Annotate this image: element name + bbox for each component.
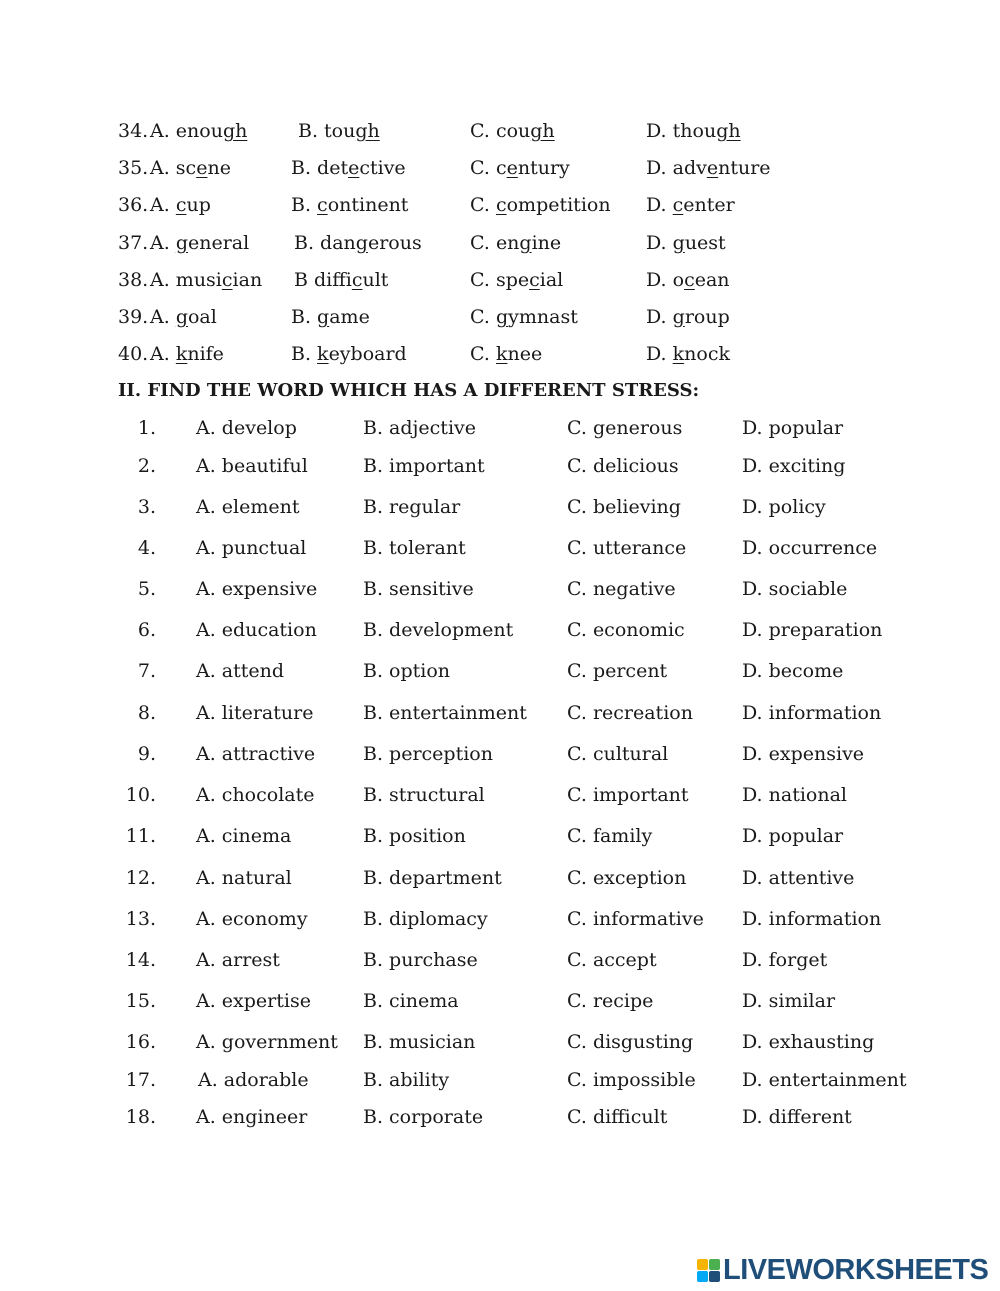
option-a: [150, 304, 217, 330]
option-d: [646, 304, 730, 330]
option-a: [150, 118, 247, 144]
option-text-pre: B diffi: [294, 269, 352, 291]
option-text-pre: C. cou: [470, 120, 531, 142]
option-d: [646, 192, 735, 218]
option-d: [646, 230, 726, 256]
option-text-post: ult: [362, 269, 389, 291]
option-c: [470, 304, 578, 330]
option-c: C. negative: [567, 578, 676, 600]
option-a: A. adorable: [198, 1069, 309, 1091]
option-text-post: nock: [684, 343, 730, 365]
underlined-letters: k: [317, 343, 329, 365]
option-text-pre: C.: [470, 306, 496, 328]
option-text-post: eyboard: [328, 343, 407, 365]
underlined-letters: e: [196, 157, 208, 179]
option-a: A. chocolate: [196, 784, 315, 806]
underlined-letters: c: [684, 269, 695, 291]
option-d: [646, 341, 730, 367]
underlined-letters: e: [348, 157, 360, 179]
question-number: 10.: [125, 784, 156, 806]
option-b: [291, 155, 406, 181]
option-text-post: nee: [507, 343, 543, 365]
question-number: 12.: [125, 867, 156, 889]
option-b: B. tolerant: [363, 537, 466, 559]
option-b: B. department: [363, 867, 502, 889]
option-a: A. expertise: [196, 990, 311, 1012]
logo-square-3: [697, 1271, 708, 1282]
option-text-pre: D. adv: [646, 157, 707, 179]
option-text-pre: C.: [470, 194, 496, 216]
option-text-pre: D.: [646, 232, 673, 254]
option-d: D. information: [742, 908, 882, 930]
option-text-pre: A.: [150, 194, 176, 216]
question-number: 3.: [137, 496, 156, 518]
option-text-post: erous: [367, 232, 422, 254]
option-text-post: enter: [683, 194, 735, 216]
question-number: 38.: [118, 269, 149, 291]
option-b: B. option: [363, 660, 451, 682]
option-a: A. cinema: [196, 825, 292, 847]
option-c: C. percent: [567, 660, 668, 682]
option-text-pre: B.: [291, 194, 318, 216]
option-text-post: ontinent: [327, 194, 409, 216]
option-c: C. impossible: [567, 1069, 696, 1091]
option-text-pre: B. tou: [298, 120, 356, 142]
option-b: B. musician: [363, 1031, 476, 1053]
option-b: B. important: [363, 455, 485, 477]
option-d: D. occurrence: [742, 537, 878, 559]
option-text-pre: B.: [291, 306, 318, 328]
option-d: D. similar: [742, 990, 836, 1012]
option-text-post: oal: [187, 306, 217, 328]
option-c: C. family: [567, 825, 653, 847]
underlined-letters: g: [175, 232, 188, 254]
option-text-post: ne: [207, 157, 231, 179]
option-a: [150, 341, 224, 367]
option-a: A. punctual: [196, 537, 307, 559]
option-d: D. exhausting: [742, 1031, 875, 1053]
question-number: 4.: [137, 537, 156, 559]
option-d: D. become: [742, 660, 844, 682]
option-text-pre: B.: [291, 343, 318, 365]
option-c: [470, 155, 570, 181]
option-c: C. informative: [567, 908, 704, 930]
option-b: [291, 341, 407, 367]
option-d: D. national: [742, 784, 847, 806]
option-a: [150, 267, 262, 293]
option-a: A. arrest: [196, 949, 280, 971]
option-text-pre: C.: [470, 343, 496, 365]
option-c: C. economic: [567, 619, 685, 641]
option-d: D. forget: [742, 949, 828, 971]
option-text-pre: D. thou: [646, 120, 717, 142]
option-b: B. cinema: [363, 990, 459, 1012]
option-text-pre: A.: [150, 343, 176, 365]
option-d: D. attentive: [742, 867, 855, 889]
option-d: D. popular: [742, 417, 844, 439]
option-c: C. accept: [567, 949, 657, 971]
option-a: A. government: [196, 1031, 338, 1053]
question-number: 5.: [137, 578, 156, 600]
option-a: [150, 230, 249, 256]
option-a: A. beautiful: [196, 455, 308, 477]
option-text-post: up: [186, 194, 211, 216]
option-d: D. entertainment: [742, 1069, 907, 1091]
option-a: A. economy: [196, 908, 308, 930]
option-text-pre: A.: [150, 232, 176, 254]
underlined-letters: c: [529, 269, 540, 291]
option-d: [646, 118, 741, 144]
option-a: A. natural: [196, 867, 292, 889]
option-c: C. generous: [567, 417, 683, 439]
option-a: [150, 192, 211, 218]
section-heading-stress: II. FIND THE WORD WHICH HAS A DIFFERENT STRESS:: [118, 380, 700, 401]
option-c: [470, 192, 611, 218]
question-number: 15.: [125, 990, 156, 1012]
option-c: C. cultural: [567, 743, 669, 765]
underlined-letters: g: [519, 232, 532, 254]
option-a: A. develop: [196, 417, 297, 439]
underlined-letters: c: [351, 269, 363, 291]
option-text-post: ctive: [359, 157, 406, 179]
option-a: A. element: [196, 496, 300, 518]
option-b: B. entertainment: [363, 702, 527, 724]
question-number: 11.: [125, 825, 156, 847]
underlined-letters: g: [672, 306, 685, 328]
question-number: 35.: [118, 157, 149, 179]
underlined-letters: c: [672, 194, 684, 216]
option-d: [646, 267, 730, 293]
option-c: C. exception: [567, 867, 687, 889]
option-d: [646, 155, 771, 181]
option-text-pre: B. dan: [294, 232, 356, 254]
option-d: D. popular: [742, 825, 844, 847]
question-number: 14.: [125, 949, 156, 971]
option-text-pre: A. musi: [150, 269, 222, 291]
option-text-post: ial: [539, 269, 564, 291]
underlined-letters: e: [506, 157, 518, 179]
option-a: A. attractive: [196, 743, 316, 765]
logo-square-1: [697, 1259, 708, 1270]
option-text-pre: A. enou: [150, 120, 223, 142]
option-c: [470, 118, 555, 144]
option-a: A. engineer: [196, 1106, 308, 1128]
logo-square-2: [709, 1259, 720, 1270]
option-b: B. purchase: [363, 949, 478, 971]
option-d: D. sociable: [742, 578, 848, 600]
option-c: C. utterance: [567, 537, 687, 559]
option-c: C. difficult: [567, 1106, 668, 1128]
option-b: B. diplomacy: [363, 908, 488, 930]
option-d: D. different: [742, 1106, 852, 1128]
option-text-post: ymnast: [508, 306, 578, 328]
option-text-pre: D.: [646, 343, 673, 365]
option-a: A. expensive: [196, 578, 318, 600]
underlined-letters: g: [317, 306, 330, 328]
option-b: B. adjective: [363, 417, 476, 439]
option-b: [298, 118, 380, 144]
option-b: [291, 304, 370, 330]
option-b: B. perception: [363, 743, 493, 765]
option-b: B. position: [363, 825, 466, 847]
option-d: D. policy: [742, 496, 826, 518]
question-number: 36.: [118, 194, 149, 216]
option-b: B. corporate: [363, 1106, 484, 1128]
option-c: [470, 267, 563, 293]
option-b: B. sensitive: [363, 578, 474, 600]
option-b: B. ability: [363, 1069, 450, 1091]
underlined-letters: k: [175, 343, 188, 365]
option-b: [294, 230, 422, 256]
option-text-pre: C. spe: [470, 269, 530, 291]
option-b: [291, 192, 408, 218]
liveworksheets-logo: [697, 1252, 988, 1288]
option-text-pre: D. o: [646, 269, 685, 291]
option-text-post: ompetition: [506, 194, 611, 216]
question-number: 40.: [118, 343, 149, 365]
option-d: D. exciting: [742, 455, 846, 477]
option-text-post: ian: [232, 269, 263, 291]
logo-text: LIVEWORKSHEETS: [723, 1253, 989, 1286]
question-number: 6.: [137, 619, 156, 641]
underlined-letters: gh: [530, 120, 555, 142]
question-number: 8.: [137, 702, 156, 724]
question-number: 37.: [118, 232, 149, 254]
option-text-pre: D.: [646, 306, 673, 328]
underlined-letters: g: [672, 232, 685, 254]
option-c: [470, 341, 542, 367]
question-number: 1.: [137, 417, 156, 439]
question-number: 13.: [125, 908, 156, 930]
option-a: A. education: [196, 619, 317, 641]
underlined-letters: c: [221, 269, 233, 291]
question-number: 7.: [137, 660, 156, 682]
option-a: A. attend: [196, 660, 285, 682]
underlined-letters: gh: [716, 120, 741, 142]
option-c: C. believing: [567, 496, 681, 518]
underlined-letters: c: [495, 194, 507, 216]
question-number: 18.: [125, 1106, 156, 1128]
underlined-letters: gh: [222, 120, 248, 142]
question-number: 16.: [125, 1031, 156, 1053]
option-c: [470, 230, 561, 256]
option-text-pre: B. det: [291, 157, 349, 179]
underlined-letters: k: [495, 343, 508, 365]
option-c: C. delicious: [567, 455, 679, 477]
option-d: D. expensive: [742, 743, 865, 765]
option-text-post: uest: [684, 232, 726, 254]
underlined-letters: e: [706, 157, 719, 179]
option-text-pre: A.: [150, 306, 176, 328]
option-text-pre: C. en: [470, 232, 520, 254]
option-b: B. structural: [363, 784, 485, 806]
option-c: C. disgusting: [567, 1031, 694, 1053]
option-text-post: ean: [694, 269, 730, 291]
underlined-letters: c: [317, 194, 328, 216]
option-d: D. preparation: [742, 619, 883, 641]
option-b: [294, 267, 388, 293]
option-a: [150, 155, 231, 181]
option-text-post: nture: [718, 157, 771, 179]
question-number: 39.: [118, 306, 149, 328]
question-number: 34.: [118, 120, 149, 142]
option-b: B. development: [363, 619, 514, 641]
option-c: C. recipe: [567, 990, 654, 1012]
option-text-post: ine: [531, 232, 562, 254]
option-text-post: roup: [684, 306, 730, 328]
question-number: 9.: [137, 743, 156, 765]
logo-square-4: [709, 1271, 720, 1282]
option-text-post: nife: [187, 343, 224, 365]
underlined-letters: g: [355, 232, 368, 254]
option-b: B. regular: [363, 496, 461, 518]
underlined-letters: g: [495, 306, 509, 328]
question-number: 17.: [125, 1069, 156, 1091]
option-text-post: ame: [329, 306, 370, 328]
option-c: C. important: [567, 784, 689, 806]
question-number: 2.: [137, 455, 156, 477]
underlined-letters: c: [175, 194, 187, 216]
underlined-letters: gh: [355, 120, 380, 142]
option-text-pre: D.: [646, 194, 673, 216]
logo-icon: [697, 1259, 720, 1282]
underlined-letters: g: [175, 306, 188, 328]
option-text-pre: A. sc: [150, 157, 197, 179]
option-a: A. literature: [196, 702, 314, 724]
option-text-pre: C. c: [470, 157, 507, 179]
option-text-post: ntury: [517, 157, 570, 179]
underlined-letters: k: [672, 343, 685, 365]
option-text-post: eneral: [187, 232, 250, 254]
option-d: D. information: [742, 702, 882, 724]
option-c: C. recreation: [567, 702, 693, 724]
